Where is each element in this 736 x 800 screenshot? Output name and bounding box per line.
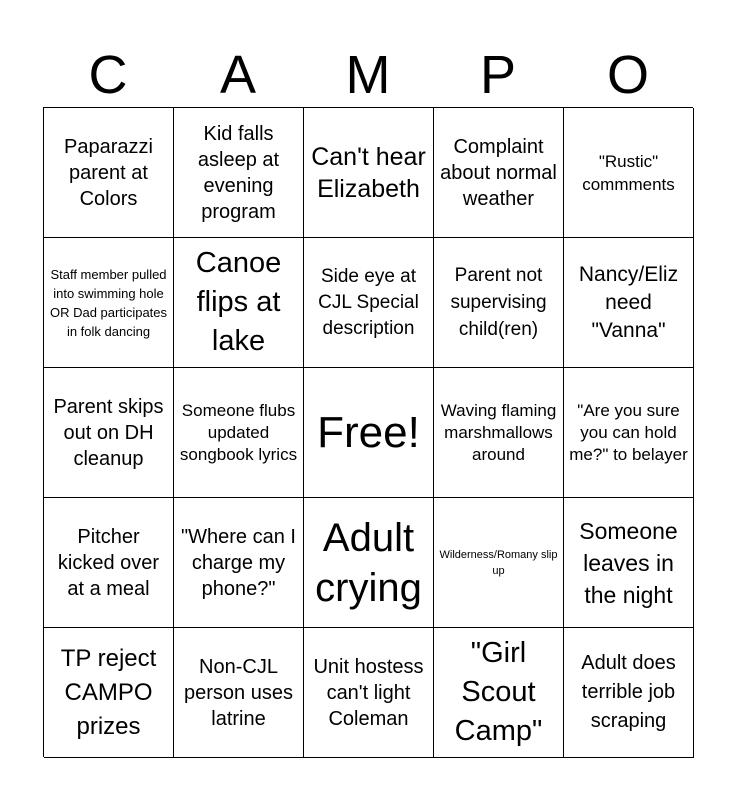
cell-text: Parent skips out on DH cleanup	[53, 395, 164, 470]
bingo-cell-r5c3[interactable]	[304, 628, 434, 758]
bingo-cell-r2c2[interactable]	[174, 238, 304, 368]
bingo-cell-r4c3[interactable]	[304, 498, 434, 628]
bingo-board	[43, 107, 693, 757]
bingo-cell-r2c4[interactable]	[434, 238, 564, 368]
cell-text: Staff member pulled into swimming hole OR Dad participates in folk dancing	[49, 266, 168, 339]
bingo-cell-r2c1[interactable]	[44, 238, 174, 368]
cell-text: Unit hostess can't light Coleman	[313, 655, 424, 730]
bingo-cell-r4c1[interactable]	[44, 498, 174, 628]
header-letter-c: C	[88, 45, 128, 105]
cell-text: Can't hear Elizabeth	[311, 142, 426, 203]
cell-text: Free!	[317, 407, 420, 457]
cell-text: Pitcher kicked over at a meal	[57, 525, 160, 600]
cell-text: Canoe flips at lake	[195, 247, 282, 357]
bingo-cell-r4c5[interactable]	[564, 498, 694, 628]
cell-text: Someone flubs updated songbook lyrics	[179, 400, 298, 464]
cell-text: Adult does terrible job scraping	[581, 652, 676, 732]
bingo-cell-r4c2[interactable]	[174, 498, 304, 628]
bingo-cell-r3c1[interactable]	[44, 368, 174, 498]
bingo-cell-r1c1[interactable]	[44, 108, 174, 238]
cell-text: Someone leaves in the night	[579, 517, 678, 608]
cell-text: "Rustic" commments	[582, 151, 675, 194]
bingo-cell-free-space[interactable]	[304, 368, 434, 498]
cell-text: Side eye at CJL Special description	[318, 265, 419, 339]
bingo-cell-r3c2[interactable]	[174, 368, 304, 498]
bingo-cell-r1c5[interactable]	[564, 108, 694, 238]
cell-text: Non-CJL person uses latrine	[184, 655, 293, 730]
bingo-cell-r2c5[interactable]	[564, 238, 694, 368]
cell-text: "Where can I charge my phone?"	[181, 525, 296, 600]
bingo-header	[43, 42, 693, 108]
cell-text: Complaint about normal weather	[440, 135, 557, 210]
cell-text: Paparazzi parent at Colors	[64, 135, 153, 210]
bingo-cell-r5c5[interactable]	[564, 628, 694, 758]
cell-text: TP reject CAMPO prizes	[60, 644, 157, 740]
cell-text: Adult crying	[315, 515, 422, 610]
header-letter-o: O	[606, 45, 649, 105]
cell-text: Parent not supervising child(ren)	[450, 265, 547, 340]
bingo-cell-r1c3[interactable]	[304, 108, 434, 238]
cell-text: Kid falls asleep at evening program	[197, 122, 280, 223]
cell-text: "Are you sure you can hold me?" to belayer	[569, 400, 688, 464]
bingo-cell-r5c4[interactable]	[434, 628, 564, 758]
bingo-cell-r1c2[interactable]	[174, 108, 304, 238]
header-letter-m: M	[345, 45, 391, 105]
cell-text: Nancy/Eliz need "Vanna"	[578, 262, 679, 342]
bingo-cell-r3c4[interactable]	[434, 368, 564, 498]
header-letter-p: P	[479, 45, 517, 105]
bingo-cell-r1c4[interactable]	[434, 108, 564, 238]
bingo-cell-r2c3[interactable]	[304, 238, 434, 368]
bingo-cell-r5c1[interactable]	[44, 628, 174, 758]
cell-text: Wilderness/Romany slip up	[439, 548, 558, 577]
header-letter-a: A	[219, 45, 257, 105]
bingo-cell-r4c4[interactable]	[434, 498, 564, 628]
bingo-cell-r5c2[interactable]	[174, 628, 304, 758]
cell-text: Waving flaming marshmallows around	[440, 400, 557, 464]
cell-text: "Girl Scout Camp"	[454, 637, 543, 747]
bingo-cell-r3c5[interactable]	[564, 368, 694, 498]
